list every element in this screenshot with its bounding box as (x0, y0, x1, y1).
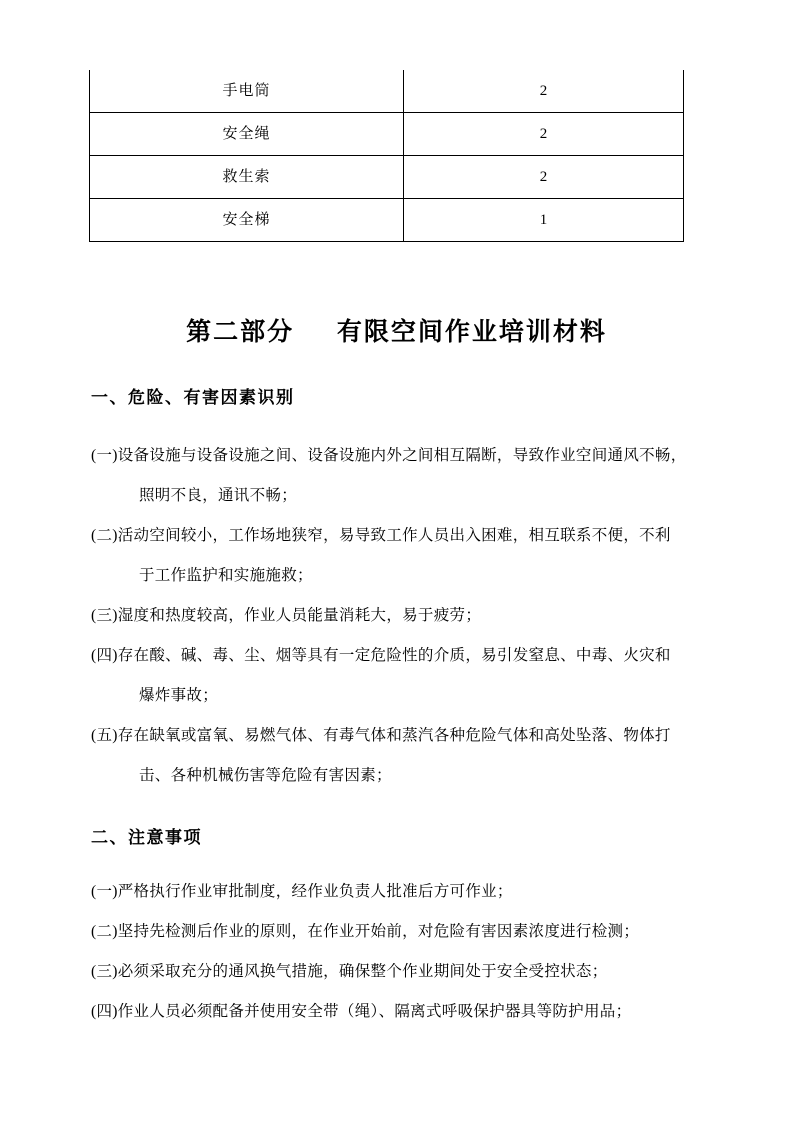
paragraph-line-first: (四)存在酸、碱、毒、尘、烟等具有一定危险性的介质，易引发窒息、中毒、火灾和 (91, 647, 671, 664)
paragraph-line-first: (五)存在缺氧或富氧、易燃气体、有毒气体和蒸汽各种危险气体和高处坠落、物体打 (91, 727, 671, 744)
table-cell-quantity: 1 (404, 199, 684, 242)
paragraph-line-first: (二)坚持先检测后作业的原则，在作业开始前，对危险有害因素浓度进行检测； (91, 923, 640, 940)
paragraph-line-first: (一)严格执行作业审批制度，经作业负责人批准后方可作业； (91, 883, 513, 900)
paragraph-precaution-1 (91, 872, 716, 912)
paragraph-hazard-3 (91, 596, 716, 636)
paragraph-hazard-1 (91, 436, 716, 516)
table-cell-item-name: 安全绳 (90, 113, 404, 156)
table-cell-quantity: 2 (404, 113, 684, 156)
paragraph-hazard-4 (91, 636, 716, 716)
table-row (90, 113, 684, 156)
table-cell-quantity: 2 (404, 70, 684, 113)
page-title: 第二部分 有限空间作业培训材料 (186, 317, 607, 346)
paragraph-line-first: (四)作业人员必须配备并使用安全带（绳）、隔离式呼吸保护器具等防护用品； (91, 1003, 632, 1020)
paragraph-line-cont: 于工作监护和实施施救； (139, 567, 313, 584)
table-cell-item-name: 安全梯 (90, 199, 404, 242)
paragraph-precaution-4 (91, 992, 716, 1032)
table-cell-item-name: 救生索 (90, 156, 404, 199)
section-heading-precautions: 二、注意事项 (91, 828, 202, 848)
table-cell-item-name: 手电筒 (90, 70, 404, 113)
paragraph-line-first: (三)必须采取充分的通风换气措施，确保整个作业期间处于安全受控状态； (91, 963, 608, 980)
table-body (90, 70, 684, 242)
table-row (90, 156, 684, 199)
paragraph-line-cont: 照明不良，通讯不畅； (139, 487, 298, 504)
paragraph-hazard-2 (91, 516, 716, 596)
paragraph-precaution-3 (91, 952, 716, 992)
paragraph-line-first: (一)设备设施与设备设施之间、设备设施内外之间相互隔断，导致作业空间通风不畅， (91, 447, 687, 464)
paragraph-line-first: (二)活动空间较小，工作场地狭窄，易导致工作人员出入困难，相互联系不便，不利 (91, 527, 671, 544)
table-row (90, 70, 684, 113)
paragraph-line-first: (三)湿度和热度较高，作业人员能量消耗大，易于疲劳； (91, 607, 482, 624)
paragraph-precaution-2 (91, 912, 716, 952)
paragraph-hazard-5 (91, 716, 716, 796)
equipment-inventory-table (89, 70, 684, 242)
paragraph-line-cont: 击、各种机械伤害等危险有害因素； (139, 767, 392, 784)
table-row (90, 199, 684, 242)
section-heading-hazard-identification: 一、危险、有害因素识别 (91, 388, 295, 408)
table-cell-quantity: 2 (404, 156, 684, 199)
paragraph-line-cont: 爆炸事故； (139, 687, 219, 704)
